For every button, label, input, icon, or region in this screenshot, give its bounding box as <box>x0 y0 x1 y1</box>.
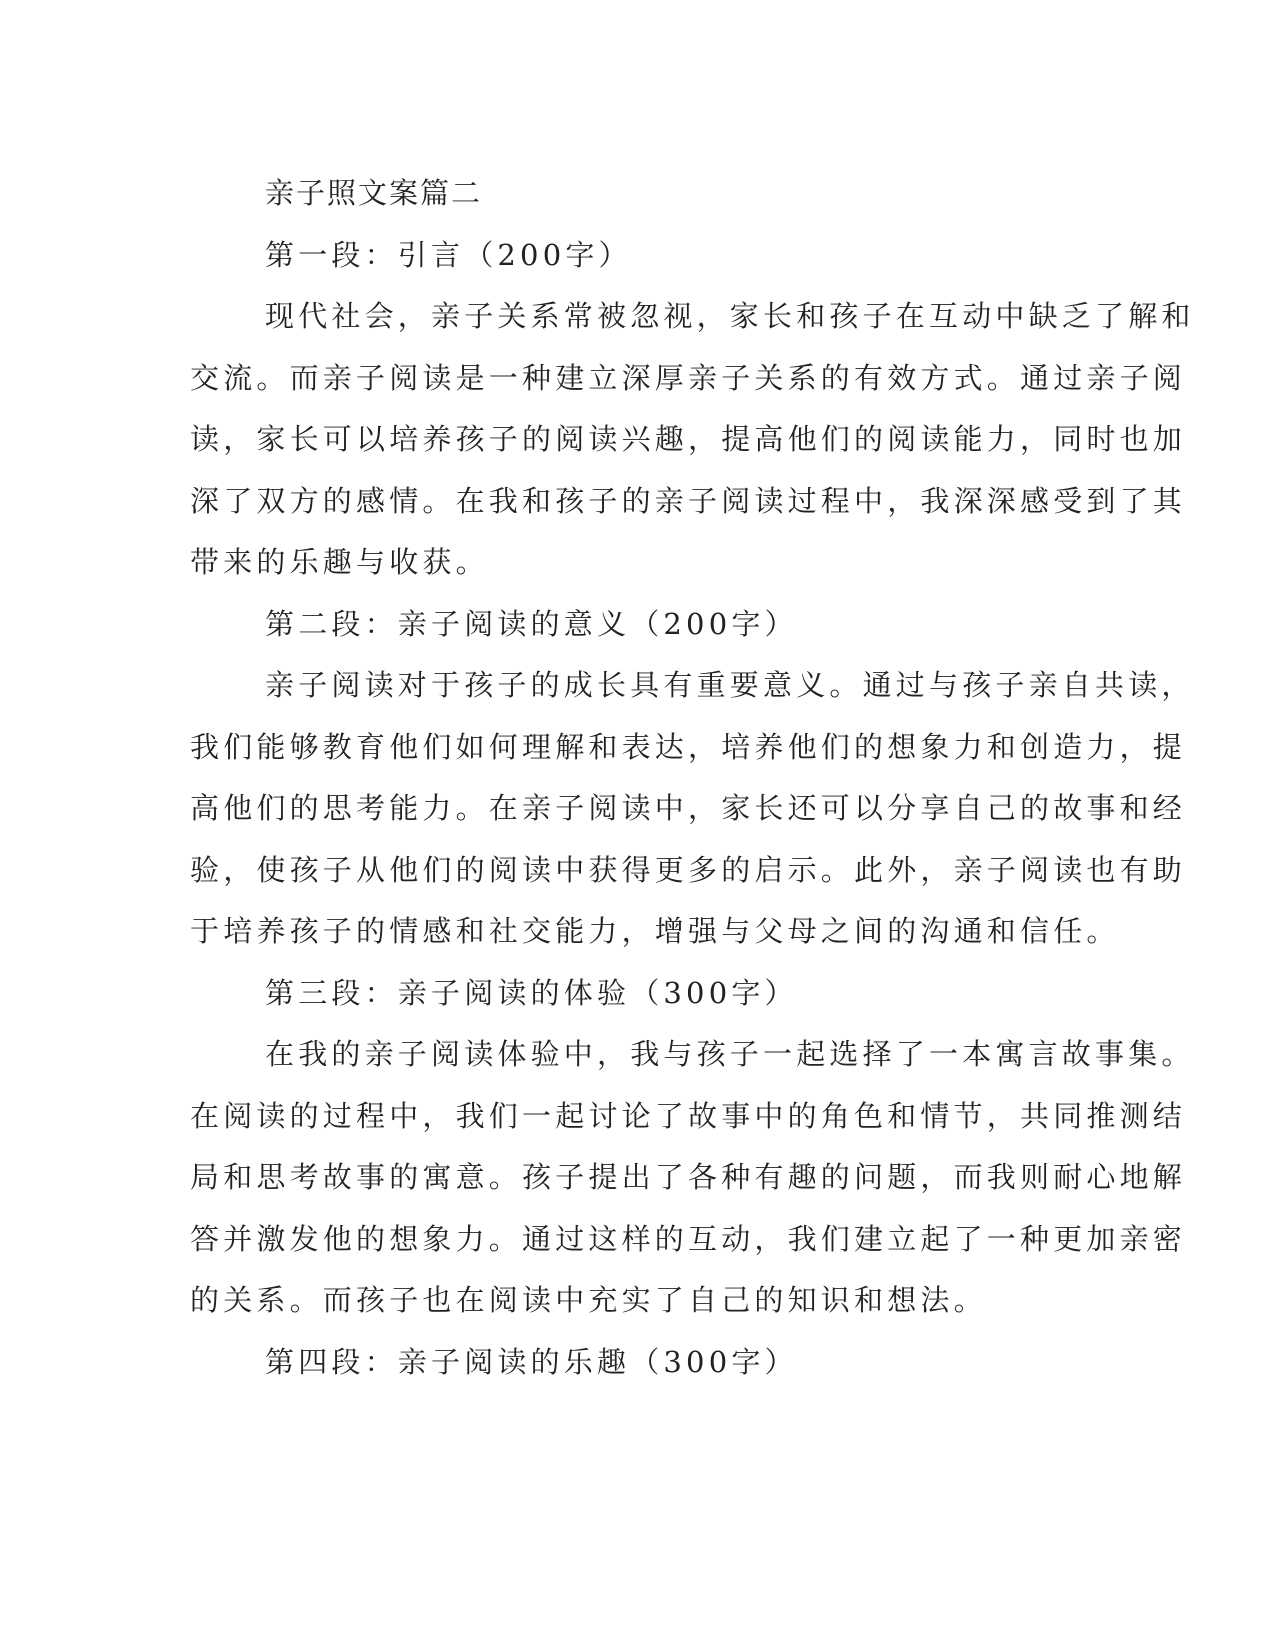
section-heading: 第四段：亲子阅读的乐趣（300字） <box>265 1344 798 1379</box>
paragraph-line: 在阅读的过程中，我们一起讨论了故事中的角色和情节，共同推测结 <box>190 1098 1187 1133</box>
paragraph-line: 局和思考故事的寓意。孩子提出了各种有趣的问题，而我则耐心地解 <box>190 1160 1187 1194</box>
paragraph-line: 在我的亲子阅读体验中，我与孩子一起选择了一本寓言故事集。 <box>265 1037 1195 1071</box>
document-title: 亲子照文案篇二 <box>265 176 483 210</box>
paragraph-line: 的关系。而孩子也在阅读中充实了自己的知识和想法。 <box>190 1283 987 1317</box>
paragraph-line: 验，使孩子从他们的阅读中获得更多的启示。此外，亲子阅读也有助 <box>190 852 1187 887</box>
section-heading: 第二段：亲子阅读的意义（200字） <box>265 606 798 641</box>
document-body <box>190 163 1195 1393</box>
paragraph-line: 读，家长可以培养孩子的阅读兴趣，提高他们的阅读能力，同时也加 <box>190 422 1187 456</box>
paragraph-line: 深了双方的感情。在我和孩子的亲子阅读过程中，我深深感受到了其 <box>190 483 1187 518</box>
paragraph-line: 我们能够教育他们如何理解和表达，培养他们的想象力和创造力，提 <box>190 729 1187 764</box>
paragraph-line: 现代社会，亲子关系常被忽视，家长和孩子在互动中缺乏了解和 <box>265 299 1195 333</box>
section-heading: 第一段：引言（200字） <box>265 237 632 272</box>
paragraph-line: 带来的乐趣与收获。 <box>190 545 489 579</box>
paragraph-line: 于培养孩子的情感和社交能力，增强与父母之间的沟通和信任。 <box>190 914 1120 948</box>
paragraph-line: 交流。而亲子阅读是一种建立深厚亲子关系的有效方式。通过亲子阅 <box>190 360 1187 395</box>
paragraph-line: 高他们的思考能力。在亲子阅读中，家长还可以分享自己的故事和经 <box>190 791 1187 825</box>
section-heading: 第三段：亲子阅读的体验（300字） <box>265 975 798 1010</box>
paragraph-line: 亲子阅读对于孩子的成长具有重要意义。通过与孩子亲自共读， <box>265 668 1195 702</box>
paragraph-line: 答并激发他的想象力。通过这样的互动，我们建立起了一种更加亲密 <box>190 1221 1187 1256</box>
